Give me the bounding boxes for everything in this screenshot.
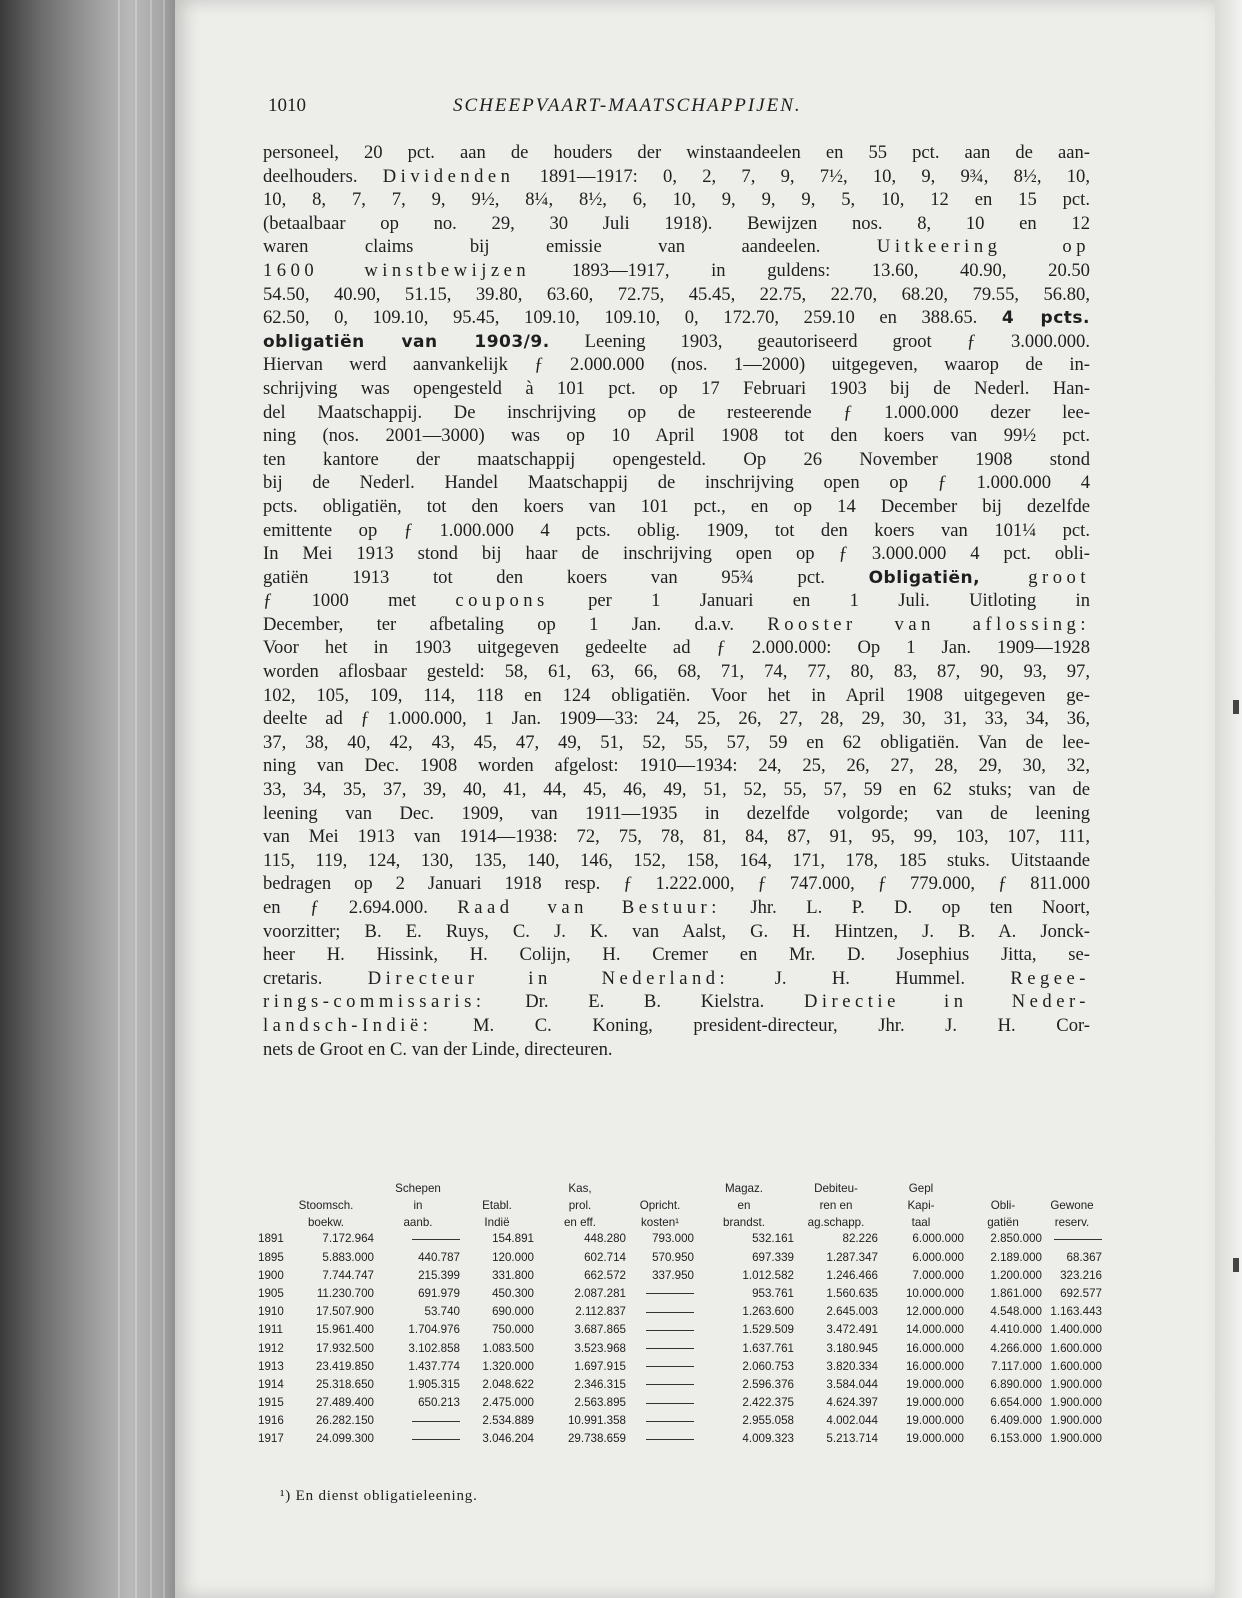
table-cell: 6.654.000 xyxy=(990,1396,1042,1410)
table-row xyxy=(258,1430,1102,1448)
table-row xyxy=(258,1285,1102,1303)
text-span: worden aflosbaar gesteld: 58, 61, 63, 66, 68, 71, 74, 77, 80, 83, 87, 90, 93, 97, xyxy=(263,661,1090,683)
spaced-heading-span: Raad van Bestuur: xyxy=(457,897,721,918)
text-line xyxy=(263,613,1090,637)
table-year-cell: 1913 xyxy=(258,1359,284,1373)
table-cell: 4.548.000 xyxy=(990,1305,1042,1319)
company-description-text xyxy=(263,141,1090,1061)
table-year-cell: 1891 xyxy=(258,1232,284,1246)
table-cell xyxy=(626,1394,694,1412)
table-year-cell: 1895 xyxy=(258,1250,284,1264)
table-cell: 25.318.650 xyxy=(315,1377,374,1391)
table-cell: 15.961.400 xyxy=(315,1323,374,1337)
text-span: ƒ 1000 met xyxy=(263,590,456,612)
dash-rule xyxy=(646,1312,694,1313)
table-cell: 1.600.000 xyxy=(1050,1359,1102,1373)
spaced-heading-span: Rooster van aflossing: xyxy=(767,613,1090,635)
table-cell: 7.172.964 xyxy=(322,1232,374,1246)
table-cell: 1.263.600 xyxy=(742,1305,794,1319)
table-cell: 1.200.000 xyxy=(990,1268,1042,1282)
table-cell: 7.744.747 xyxy=(322,1268,374,1282)
table-header-row xyxy=(258,1180,1098,1197)
text-span: M. C. Koning, president-directeur, Jhr. J. H. Cor- xyxy=(432,1014,1090,1036)
table-cell: 19.000.000 xyxy=(905,1414,964,1428)
text-span: del Maatschappij. De inschrijving op de resteerende ƒ 1.000.000 dezer lee- xyxy=(263,401,1090,423)
table-cell xyxy=(626,1430,694,1448)
table-cell: 14.000.000 xyxy=(905,1323,964,1337)
table-cell: 1.900.000 xyxy=(1050,1396,1102,1410)
table-cell: 690.000 xyxy=(492,1305,534,1319)
table-cell: 1.637.761 xyxy=(742,1341,794,1355)
table-header-cell: Indië xyxy=(484,1215,510,1229)
text-span: 1891—1917: 0, 2, 7, 9, 7½, 10, 9, 9¾, 8½, 10, xyxy=(514,165,1090,187)
table-cell: 1.697.915 xyxy=(574,1359,626,1373)
table-row xyxy=(258,1249,1102,1267)
table-cell: 2.422.375 xyxy=(742,1396,794,1410)
text-line xyxy=(263,401,1090,425)
spaced-heading-span: Dividenden xyxy=(382,165,515,187)
spaced-heading-span: rings-commissaris: xyxy=(263,991,486,1013)
table-header-cell: Obli- xyxy=(990,1198,1016,1212)
table-cell: 1.246.466 xyxy=(826,1268,878,1282)
table-cell: 3.687.865 xyxy=(574,1323,626,1337)
table-year-cell: 1905 xyxy=(258,1286,284,1300)
table-cell: 750.000 xyxy=(492,1323,534,1337)
table-cell xyxy=(376,1230,460,1248)
table-cell: 602.714 xyxy=(584,1250,626,1264)
text-line xyxy=(263,896,1090,920)
spaced-heading-span: coupons xyxy=(455,590,549,612)
text-span: pcts. obligatiën, tot den koers van 101 pct., en op 14 December bij dezelfde xyxy=(263,495,1090,517)
text-line xyxy=(263,778,1090,802)
text-line xyxy=(263,519,1090,543)
text-span: J. H. Hummel. xyxy=(729,967,1011,989)
table-cell: 1.529.509 xyxy=(742,1323,794,1337)
text-line xyxy=(263,802,1090,826)
text-span: 102, 105, 109, 114, 118 en 124 obligatiën. Voor het in April 1908 uitgegeven ge- xyxy=(263,684,1090,706)
text-span: bij de Nederl. Handel Maatschappij de inschrijving open op ƒ 1.000.000 4 xyxy=(263,472,1090,494)
table-year-cell: 1916 xyxy=(258,1414,284,1428)
table-header-cell: boekw. xyxy=(307,1215,345,1229)
text-line xyxy=(263,920,1090,944)
text-span: van Mei 1913 van 1914—1938: 72, 75, 78, 81, 84, 87, 91, 95, 99, 103, 107, 111, xyxy=(263,826,1090,848)
table-cell: 2.087.281 xyxy=(574,1286,626,1300)
table-cell xyxy=(626,1376,694,1394)
table-header-cell: Etabl. xyxy=(482,1198,512,1212)
text-span: schrijving was opengesteld à 101 pct. op 17 Februari 1903 bij de Nederl. Han- xyxy=(263,377,1090,399)
table-cell: 154.891 xyxy=(492,1232,534,1246)
text-line xyxy=(263,377,1090,401)
page-stack-edge xyxy=(118,0,120,1598)
table-cell: 215.399 xyxy=(418,1268,460,1282)
table-row xyxy=(258,1376,1102,1394)
table-cell: 4.410.000 xyxy=(990,1323,1042,1337)
table-cell: 691.979 xyxy=(418,1286,460,1300)
footnote-mark: ¹) xyxy=(280,1488,292,1504)
dash-rule xyxy=(646,1330,694,1331)
table-cell: 953.761 xyxy=(752,1286,794,1300)
table-row xyxy=(258,1394,1102,1412)
table-header-cell: en eff. xyxy=(563,1215,597,1229)
table-cell: 120.000 xyxy=(492,1250,534,1264)
table-row xyxy=(258,1412,1102,1430)
running-title: SCHEEPVAART-MAATSCHAPPIJEN. xyxy=(453,95,802,116)
table-cell: 1.012.582 xyxy=(742,1268,794,1282)
text-span: 54.50, 40.90, 51.15, 39.80, 63.60, 72.75, 45.45, 22.75, 22.70, 68.20, 79.55, 56.80, xyxy=(263,283,1090,305)
bold-heading-span: 4 pcts. xyxy=(1001,308,1090,329)
table-cell xyxy=(626,1321,694,1339)
table-header-cell: Kapi- xyxy=(907,1198,935,1212)
text-line xyxy=(263,849,1090,873)
text-span: bedragen op 2 Januari 1918 resp. ƒ 1.222.000, ƒ 747.000, ƒ 779.000, ƒ 811.000 xyxy=(263,873,1090,895)
table-cell: 2.112.837 xyxy=(575,1305,626,1319)
table-year-cell: 1912 xyxy=(258,1341,284,1355)
table-header-cell: Gewone xyxy=(1050,1198,1094,1212)
table-cell: 6.890.000 xyxy=(990,1377,1042,1391)
text-span: Dr. E. B. Kielstra. xyxy=(485,991,804,1013)
text-line xyxy=(263,684,1090,708)
table-cell: 17.932.500 xyxy=(315,1341,374,1355)
dash-rule xyxy=(412,1439,460,1440)
footnote-text: En dienst obligatieleening. xyxy=(295,1488,478,1504)
table-row xyxy=(258,1230,1098,1248)
table-cell: 697.339 xyxy=(752,1250,794,1264)
table-cell: 4.266.000 xyxy=(990,1341,1042,1355)
table-cell: 793.000 xyxy=(652,1232,694,1246)
table-year-cell: 1917 xyxy=(258,1432,284,1446)
text-line xyxy=(263,353,1090,377)
table-cell: 1.083.500 xyxy=(482,1341,534,1355)
table-year-cell: 1914 xyxy=(258,1377,284,1391)
text-line xyxy=(263,471,1090,495)
spaced-heading-span: Regee- xyxy=(1010,967,1090,989)
table-header-cell: reserv. xyxy=(1054,1215,1090,1229)
table-header-cell: Debiteu- xyxy=(814,1182,858,1195)
table-cell: 23.419.850 xyxy=(315,1359,374,1373)
table-cell xyxy=(626,1303,694,1321)
text-line xyxy=(263,566,1090,590)
table-header-cell: Kas, xyxy=(568,1182,592,1195)
table-header-cell: Opricht. xyxy=(639,1198,681,1212)
table-cell: 12.000.000 xyxy=(905,1305,964,1319)
text-span: ning van Dec. 1908 worden afgelost: 1910—1934: 24, 25, 26, 27, 28, 29, 30, 32, xyxy=(263,755,1090,777)
text-span: voorzitter; B. E. Ruys, C. J. K. van Aalst, G. H. Hintzen, J. B. A. Jonck- xyxy=(263,920,1090,942)
table-header-cell: in xyxy=(413,1198,423,1212)
spaced-heading-span: Directie in Neder- xyxy=(803,991,1090,1013)
table-cell: 11.230.700 xyxy=(316,1286,374,1300)
table-cell: 662.572 xyxy=(584,1268,626,1282)
text-line xyxy=(263,235,1090,259)
spaced-heading-span: Directeur in Nederland: xyxy=(367,967,730,989)
table-cell: 2.596.376 xyxy=(742,1377,794,1391)
table-cell: 16.000.000 xyxy=(905,1341,964,1355)
table-header-cell: Schepen xyxy=(395,1182,441,1195)
table-cell: 10.000.000 xyxy=(905,1286,964,1300)
text-span: waren claims bij emissie van aandeelen. xyxy=(263,236,877,258)
financial-table xyxy=(258,1180,1102,1449)
text-line xyxy=(263,660,1090,684)
text-span: deelhouders. xyxy=(263,165,383,187)
text-line xyxy=(263,259,1090,283)
margin-mark xyxy=(1233,700,1239,714)
table-cell: 2.189.000 xyxy=(990,1250,1042,1264)
text-span: (betaalbaar op no. 29, 30 Juli 1918). Bewijzen nos. 8, 10 en 12 xyxy=(263,212,1090,234)
spaced-heading-span: landsch-Indië: xyxy=(263,1014,433,1036)
text-line xyxy=(263,943,1090,967)
table-cell: 2.850.000 xyxy=(990,1232,1042,1246)
table-header-cell: brandst. xyxy=(723,1215,765,1229)
dash-rule xyxy=(646,1384,694,1385)
dash-rule xyxy=(646,1439,694,1440)
table-cell: 3.584.044 xyxy=(826,1377,878,1391)
text-line xyxy=(263,1038,1090,1062)
table-cell: 1.704.976 xyxy=(408,1323,460,1337)
book-binding xyxy=(0,0,175,1598)
text-span: Jhr. L. P. D. op ten Noort, xyxy=(720,897,1090,918)
table-header-cell: Magaz. xyxy=(724,1182,764,1195)
text-span: 10, 8, 7, 7, 9, 9½, 8¼, 8½, 6, 10, 9, 9, 9, 5, 10, 12 en 15 pct. xyxy=(263,189,1090,211)
table-cell: 3.820.334 xyxy=(826,1359,878,1373)
table-cell: 448.280 xyxy=(584,1232,626,1246)
dash-rule xyxy=(646,1421,694,1422)
text-span: nets de Groot en C. van der Linde, directeuren. xyxy=(263,1038,613,1060)
table-header-cell: ren en xyxy=(819,1198,853,1212)
table-cell xyxy=(626,1285,694,1303)
table-row xyxy=(258,1303,1102,1321)
text-span: cretaris. xyxy=(263,967,368,989)
dash-rule xyxy=(1054,1239,1102,1240)
text-span: Voor het in 1903 uitgegeven gedeelte ad ƒ 2.000.000: Op 1 Jan. 1909—1928 xyxy=(263,637,1090,659)
table-row xyxy=(258,1267,1102,1285)
table-header-cell: en xyxy=(737,1198,751,1212)
table-cell: 19.000.000 xyxy=(905,1396,964,1410)
text-line xyxy=(263,872,1090,896)
text-span: 33, 34, 35, 37, 39, 40, 41, 44, 45, 46, 49, 51, 52, 55, 57, 59 en 62 stuks; van de xyxy=(263,779,1090,801)
table-cell: 692.577 xyxy=(1060,1286,1102,1300)
table-cell: 6.000.000 xyxy=(912,1232,964,1246)
text-line xyxy=(263,188,1090,212)
text-span: ten kantore der maatschappij opengesteld. Op 26 November 1908 stond xyxy=(263,448,1090,470)
text-span: heer H. Hissink, H. Colijn, H. Cremer en Mr. D. Josephius Jitta, se- xyxy=(263,944,1090,966)
text-line xyxy=(263,165,1090,189)
table-cell: 6.409.000 xyxy=(990,1414,1042,1428)
table-cell: 5.213.714 xyxy=(826,1432,878,1446)
text-span: per 1 Januari en 1 Juli. Uitloting in xyxy=(548,590,1090,612)
table-cell: 650.213 xyxy=(418,1396,460,1410)
table-cell: 4.002.044 xyxy=(826,1414,878,1428)
text-line xyxy=(263,589,1090,613)
text-span: personeel, 20 pct. aan de houders der winstaandeelen en 55 pct. aan de aan- xyxy=(263,142,1090,163)
table-header-cell: aanb. xyxy=(403,1215,433,1229)
table-cell: 53.740 xyxy=(424,1305,460,1319)
table-header-row xyxy=(258,1197,1098,1214)
text-line xyxy=(263,967,1090,991)
text-line xyxy=(263,212,1090,236)
spaced-heading-span: 1600 winstbewijzen xyxy=(263,259,531,281)
table-cell: 24.099.300 xyxy=(315,1432,374,1446)
table-cell: 450.300 xyxy=(492,1286,534,1300)
table-row xyxy=(258,1358,1102,1376)
page-header xyxy=(268,95,1088,121)
table-cell: 337.950 xyxy=(652,1268,694,1282)
table-cell: 323.216 xyxy=(1060,1268,1102,1282)
table-cell xyxy=(1042,1230,1102,1248)
page-stack-edge xyxy=(163,0,165,1598)
page-stack-edge xyxy=(150,0,152,1598)
table-cell: 1.163.443 xyxy=(1050,1305,1102,1319)
text-line xyxy=(263,448,1090,472)
table-cell xyxy=(626,1340,694,1358)
spaced-heading-span: Uitkeering op xyxy=(876,236,1090,258)
text-line xyxy=(263,825,1090,849)
table-header-cell: taal xyxy=(911,1215,931,1229)
dash-rule xyxy=(412,1421,460,1422)
text-span: leening van Dec. 1909, van 1911—1935 in dezelfde volgorde; van de leening xyxy=(263,802,1090,824)
table-cell: 532.161 xyxy=(752,1232,794,1246)
table-year-cell: 1911 xyxy=(258,1323,283,1337)
text-span: 1893—1917, in guldens: 13.60, 40.90, 20.50 xyxy=(530,259,1090,281)
table-header-row xyxy=(258,1214,1098,1231)
table-cell: 1.861.000 xyxy=(990,1286,1042,1300)
table-header-cell: Stoomsch. xyxy=(298,1198,354,1212)
spaced-heading-span: groot xyxy=(980,566,1090,588)
text-span: deelte ad ƒ 1.000.000, 1 Jan. 1909—33: 24, 25, 26, 27, 28, 29, 30, 31, 33, 34, 36, xyxy=(263,708,1090,730)
table-cell: 1.320.000 xyxy=(482,1359,534,1373)
table-header-cell: Gepl xyxy=(908,1182,934,1195)
table-cell: 2.645.003 xyxy=(826,1305,878,1319)
table-cell xyxy=(626,1412,694,1430)
page-right-margin xyxy=(1215,0,1242,1598)
table-cell: 5.883.000 xyxy=(322,1250,374,1264)
table-cell: 2.534.889 xyxy=(482,1414,534,1428)
table-cell: 68.367 xyxy=(1066,1250,1102,1264)
table-cell: 7.117.000 xyxy=(991,1359,1042,1373)
table-cell: 26.282.150 xyxy=(315,1414,374,1428)
dash-rule xyxy=(646,1403,694,1404)
text-span: en ƒ 2.694.000. xyxy=(263,897,458,918)
table-cell: 440.787 xyxy=(418,1250,460,1264)
table-cell: 27.489.400 xyxy=(315,1396,374,1410)
text-span: In Mei 1913 stond bij haar de inschrijving open op ƒ 3.000.000 4 pct. obli- xyxy=(263,543,1090,565)
text-line xyxy=(263,731,1090,755)
dash-rule xyxy=(646,1366,694,1367)
table-cell: 1.600.000 xyxy=(1050,1341,1102,1355)
table-cell xyxy=(626,1358,694,1376)
dash-rule xyxy=(646,1293,694,1294)
text-span: Leening 1903, geautoriseerd groot ƒ 3.000.000. xyxy=(549,330,1090,352)
table-header-cell: ag.schapp. xyxy=(807,1215,865,1229)
text-line xyxy=(263,306,1090,330)
text-line xyxy=(263,754,1090,778)
table-cell: 1.560.635 xyxy=(826,1286,878,1300)
table-cell: 1.900.000 xyxy=(1050,1432,1102,1446)
table-cell: 3.102.858 xyxy=(408,1341,460,1355)
text-line xyxy=(263,707,1090,731)
table-row xyxy=(258,1321,1102,1339)
text-span: emittente op ƒ 1.000.000 4 pcts. oblig. 1909, tot den koers van 101¼ pct. xyxy=(263,519,1090,541)
table-cell: 2.060.753 xyxy=(742,1359,794,1373)
text-span: 37, 38, 40, 42, 43, 45, 47, 49, 51, 52, 55, 57, 59 en 62 obligatiën. Van de lee- xyxy=(263,731,1090,753)
bold-heading-span: Obligatiën, xyxy=(868,567,981,588)
text-span: ning (nos. 2001—3000) was op 10 April 1908 tot den koers van 99½ pct. xyxy=(263,425,1090,447)
table-cell: 17.507.900 xyxy=(315,1305,374,1319)
text-span: gatiën 1913 tot den koers van 95¾ pct. xyxy=(263,566,869,588)
table-row xyxy=(258,1340,1102,1358)
table-cell: 1.287.347 xyxy=(826,1250,878,1264)
text-line xyxy=(263,990,1090,1014)
table-cell: 3.472.491 xyxy=(826,1323,878,1337)
table-cell: 1.905.315 xyxy=(408,1377,460,1391)
table-cell: 19.000.000 xyxy=(905,1377,964,1391)
text-line xyxy=(263,495,1090,519)
table-cell: 1.900.000 xyxy=(1050,1414,1102,1428)
table-cell: 570.950 xyxy=(652,1250,694,1264)
margin-mark xyxy=(1233,1258,1239,1272)
bold-heading-span: obligatiën van 1903/9. xyxy=(263,331,550,352)
table-year-cell: 1900 xyxy=(258,1268,284,1282)
table-cell: 1.437.774 xyxy=(408,1359,460,1373)
text-span: December, ter afbetaling op 1 Jan. d.a.v. xyxy=(263,613,768,635)
table-cell xyxy=(376,1430,460,1448)
text-line xyxy=(263,330,1090,354)
table-cell: 16.000.000 xyxy=(905,1359,964,1373)
table-cell: 2.955.058 xyxy=(742,1414,794,1428)
text-line xyxy=(263,636,1090,660)
table-cell: 2.563.895 xyxy=(574,1396,626,1410)
dash-rule xyxy=(646,1348,694,1349)
table-cell: 2.475.000 xyxy=(482,1396,534,1410)
table-header-cell: kosten¹ xyxy=(640,1215,680,1229)
table-cell: 2.346.315 xyxy=(574,1377,626,1391)
text-span: Hiervan werd aanvankelijk ƒ 2.000.000 (nos. 1—2000) uitgegeven, waarop de in- xyxy=(263,354,1090,376)
text-span: 115, 119, 124, 130, 135, 140, 146, 152, 158, 164, 171, 178, 185 stuks. Uitstaande xyxy=(263,849,1090,871)
text-line xyxy=(263,141,1090,165)
table-cell: 1.900.000 xyxy=(1050,1377,1102,1391)
table-cell: 82.226 xyxy=(842,1232,878,1246)
dash-rule xyxy=(412,1239,460,1240)
table-cell: 19.000.000 xyxy=(905,1432,964,1446)
text-line xyxy=(263,542,1090,566)
table-cell: 6.000.000 xyxy=(912,1250,964,1264)
text-span: 62.50, 0, 109.10, 95.45, 109.10, 109.10, 0, 172.70, 259.10 en 388.65. xyxy=(263,307,1002,329)
table-cell: 29.738.659 xyxy=(567,1432,626,1446)
table-cell: 6.153.000 xyxy=(990,1432,1042,1446)
table-cell xyxy=(376,1412,460,1430)
table-cell: 1.400.000 xyxy=(1050,1323,1102,1337)
table-cell: 3.046.204 xyxy=(482,1432,534,1446)
table-header-cell: gatiën xyxy=(987,1215,1019,1229)
table-cell: 7.000.000 xyxy=(912,1268,964,1282)
table-cell: 3.180.945 xyxy=(826,1341,878,1355)
table-header-cell: prol. xyxy=(568,1198,592,1212)
page-number: 1010 xyxy=(268,95,306,116)
table-cell: 3.523.968 xyxy=(574,1341,626,1355)
table-cell: 2.048.622 xyxy=(482,1377,534,1391)
table-year-cell: 1910 xyxy=(258,1305,284,1319)
text-line xyxy=(263,1014,1090,1038)
table-cell: 10.991.358 xyxy=(567,1414,626,1428)
text-line xyxy=(263,283,1090,307)
page-stack-edge xyxy=(135,0,137,1598)
table-cell: 4.624.397 xyxy=(826,1396,878,1410)
table-cell: 331.800 xyxy=(492,1268,534,1282)
table-footnote xyxy=(280,1488,478,1505)
text-line xyxy=(263,424,1090,448)
table-cell: 4.009.323 xyxy=(742,1432,794,1446)
table-year-cell: 1915 xyxy=(258,1396,284,1410)
